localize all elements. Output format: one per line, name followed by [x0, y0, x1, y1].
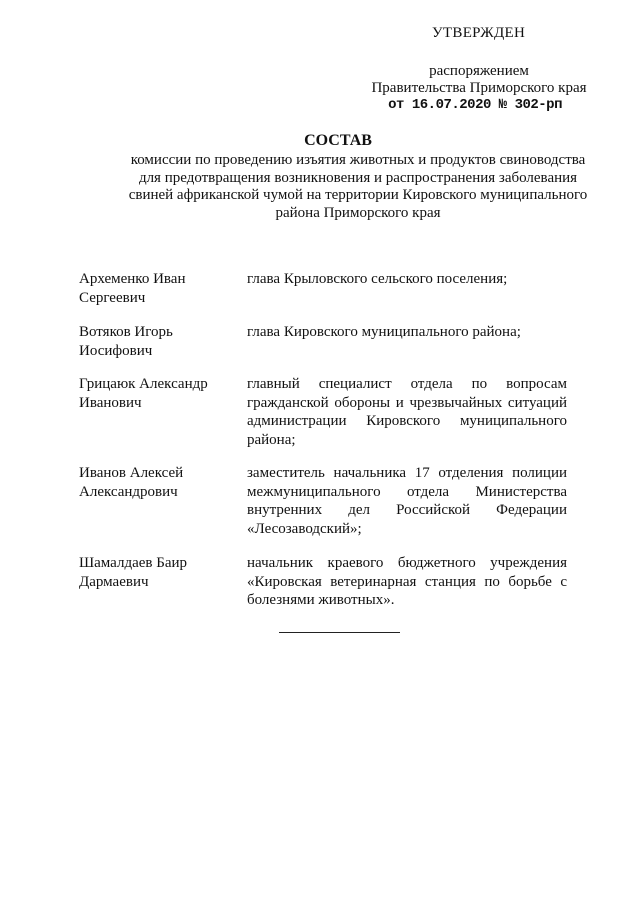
member-name: Иванов Алексей Александрович: [79, 465, 184, 500]
document-title: СОСТАВ: [304, 132, 372, 149]
member-role: главный специалист отдела по вопросам гражданской обороны и чрезвычайных ситуаций администрации Кировского муниципального района;: [247, 376, 567, 448]
member-row: [79, 270, 567, 307]
member-list: [79, 270, 567, 610]
closing-divider: [279, 632, 400, 633]
member-row: [79, 464, 567, 538]
order-reference: [360, 63, 598, 114]
member-role: глава Крыловского сельского поселения;: [247, 271, 508, 287]
order-line-2: Правительства Приморского края: [371, 80, 587, 96]
member-role: начальник краевого бюджетного учреждения «Кировская ветеринарная станция по борьбе с болезнями животных».: [247, 555, 567, 608]
member-row: [79, 323, 567, 360]
order-number: от 16.07.2020 № 302-рп: [388, 97, 562, 113]
member-name: Грицаюк Александр Иванович: [79, 376, 208, 411]
member-role: глава Кировского муниципального района;: [247, 324, 521, 340]
member-row: [79, 375, 567, 449]
order-line-1: распоряжением: [429, 63, 529, 79]
document-subtitle: комиссии по проведению изъятия животных и продуктов свиноводства для предотвращения возникновения и распространения заболевания свиней африканской чумой на территории Кировского муниципального района Приморского края: [128, 152, 588, 221]
approval-stamp-label: УТВЕРЖДЕН: [432, 25, 526, 41]
member-row: [79, 554, 567, 610]
member-name: Вотяков Игорь Иосифович: [79, 324, 173, 359]
member-name: Археменко Иван Сергеевич: [79, 271, 186, 306]
member-name: Шамалдаев Баир Дармаевич: [79, 555, 188, 590]
member-role: заместитель начальника 17 отделения полиции межмуниципального отдела Министерства внутренних дел Российской Федерации «Лесозаводский»;: [247, 465, 567, 537]
